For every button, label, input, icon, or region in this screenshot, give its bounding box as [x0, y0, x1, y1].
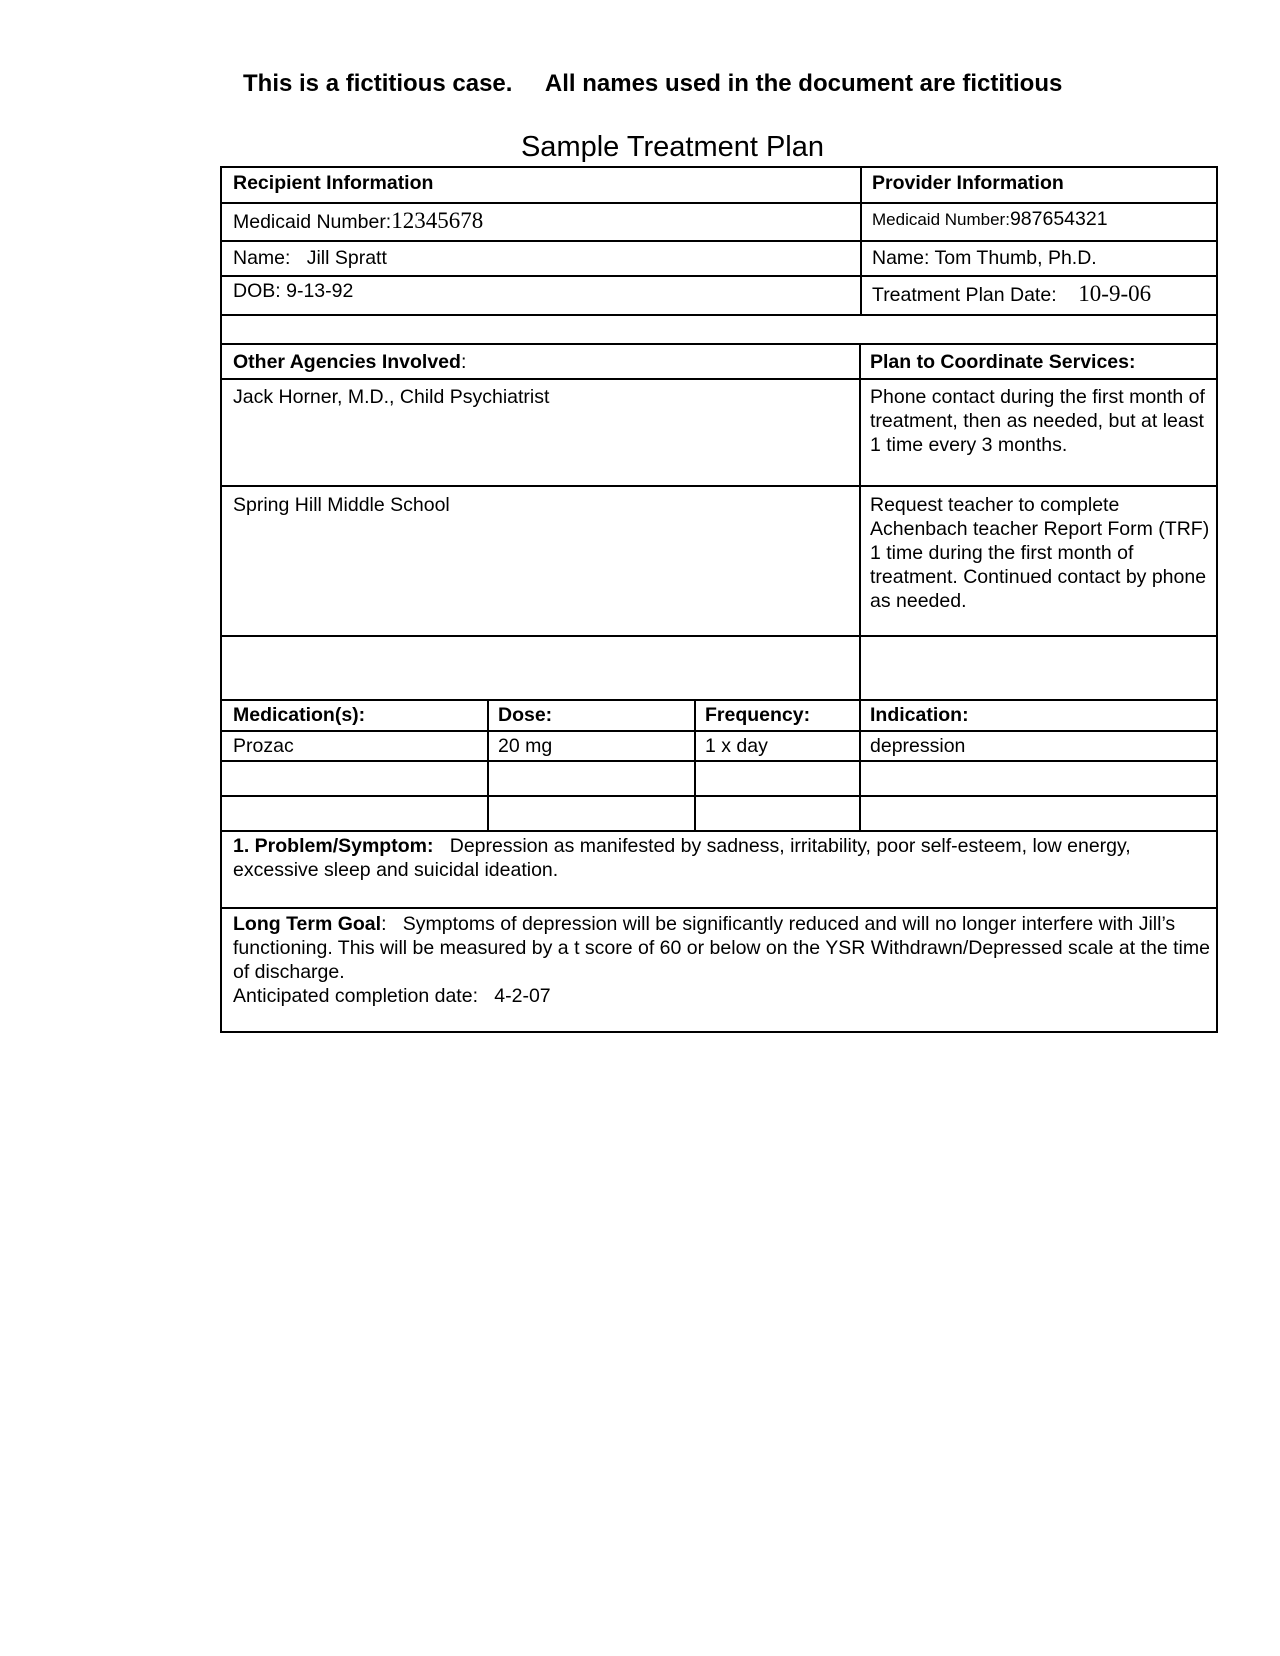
- treatment-plan-form: [220, 166, 1218, 1033]
- dose-cell: 20 mg: [498, 735, 553, 757]
- agencies-heading-colon: :: [460, 351, 467, 373]
- treatment-plan-date: [872, 282, 1151, 307]
- provider-medicaid: [872, 207, 1108, 232]
- recipient-medicaid-label: Medicaid Number:: [233, 211, 392, 233]
- recipient-medicaid: [233, 209, 483, 234]
- row-divider: [222, 760, 1218, 762]
- fictitious-notice: [243, 70, 1143, 98]
- agency-2: Spring Hill Middle School: [233, 494, 450, 516]
- frequency-header: Frequency:: [705, 704, 811, 726]
- row-divider: [222, 202, 1218, 204]
- column-divider: [694, 699, 696, 830]
- document-title: Sample Treatment Plan: [520, 131, 825, 163]
- indication-cell: depression: [870, 735, 966, 757]
- problem-symptom: [233, 834, 1208, 882]
- column-divider: [487, 699, 489, 830]
- recipient-heading: Recipient Information: [233, 172, 434, 194]
- recipient-dob-label: DOB:: [233, 280, 281, 302]
- recipient-name-value: Jill Spratt: [306, 247, 387, 269]
- row-divider: [222, 275, 1218, 277]
- row-divider: [222, 485, 1218, 487]
- provider-name-value: Tom Thumb, Ph.D.: [934, 247, 1097, 269]
- row-divider: [222, 830, 1218, 832]
- coordination-plan-1: Phone contact during the first month of treatment, then as needed, but at least 1 time every 3 months.: [870, 386, 1205, 456]
- recipient-dob-value: 9-13-92: [286, 280, 354, 302]
- column-divider: [860, 168, 862, 314]
- recipient-name: [233, 246, 387, 270]
- row-divider: [222, 795, 1218, 797]
- goal-colon: :: [381, 913, 387, 935]
- row-divider: [222, 699, 1218, 701]
- provider-name-label: Name:: [872, 247, 930, 269]
- plan-date-label: Treatment Plan Date:: [872, 284, 1057, 306]
- provider-name: [872, 246, 1097, 270]
- notice-right: All names used in the document are fictitious: [544, 70, 1063, 97]
- agency-1: Jack Horner, M.D., Child Psychiatrist: [233, 386, 550, 408]
- plan-date-value: 10-9-06: [1078, 281, 1152, 306]
- provider-medicaid-value: 987654321: [1009, 208, 1108, 230]
- recipient-medicaid-value: 12345678: [391, 208, 484, 233]
- provider-medicaid-label: Medicaid Number:: [872, 210, 1010, 229]
- frequency-cell: 1 x day: [705, 735, 768, 757]
- row-divider: [222, 240, 1218, 242]
- completion-date: 4-2-07: [494, 985, 551, 1007]
- agencies-heading: [233, 350, 466, 374]
- problem-label: 1. Problem/Symptom:: [233, 835, 434, 857]
- row-divider: [222, 343, 1218, 345]
- indication-header: Indication:: [870, 704, 969, 726]
- provider-heading: Provider Information: [872, 172, 1064, 194]
- long-term-goal: [233, 912, 1211, 1008]
- dose-header: Dose:: [498, 704, 553, 726]
- goal-text: Symptoms of depression will be significantly reduced and will no longer interfere with Jill’s functioning. This will be measured by a t score of 60 or below on the YSR Withdrawn/Depressed scale at the time of discharge.: [233, 913, 1210, 983]
- row-divider: [222, 378, 1218, 380]
- recipient-dob: [233, 279, 353, 303]
- problem-text: Depression as manifested by sadness, irritability, poor self-esteem, low energy, excessive sleep and suicidal ideation.: [233, 835, 1131, 881]
- row-divider: [222, 635, 1218, 637]
- agencies-heading-text: Other Agencies Involved: [233, 351, 461, 373]
- goal-label: Long Term Goal: [233, 913, 382, 935]
- coordinate-heading: Plan to Coordinate Services:: [870, 351, 1136, 373]
- recipient-name-label: Name:: [233, 247, 291, 269]
- row-divider: [222, 907, 1218, 909]
- row-divider: [222, 314, 1218, 316]
- medication-header: Medication(s):: [233, 704, 366, 726]
- column-divider: [859, 343, 861, 830]
- coordination-plan-2: Request teacher to complete Achenbach teacher Report Form (TRF) 1 time during the first month of treatment. Continued contact by phone as needed.: [870, 494, 1210, 612]
- medication-cell: Prozac: [233, 735, 294, 757]
- row-divider: [222, 730, 1218, 732]
- notice-left: This is a fictitious case.: [243, 70, 513, 97]
- completion-label: Anticipated completion date:: [233, 985, 478, 1007]
